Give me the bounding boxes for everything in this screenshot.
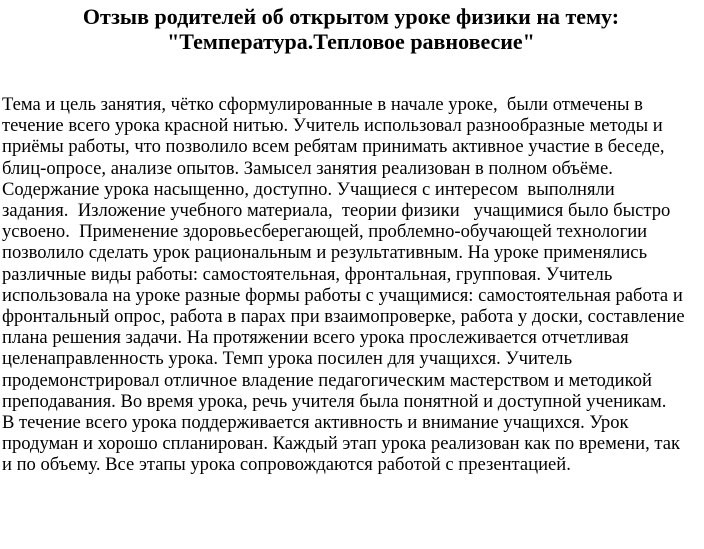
review-line-7: усвоено. Применение здоровьесберегающей, проблемно-обучающей технологии (2, 221, 648, 243)
review-line-11: фронтальный опрос, работа в парах при взаимопроверке, работа у доски, составление (2, 306, 685, 328)
review-line-13: целенаправленность урока. Темп урока посилен для учащихся. Учитель (2, 348, 573, 370)
review-body (2, 94, 700, 476)
document-title (2, 4, 700, 54)
review-line-9: различные виды работы: самостоятельная, фронтальная, групповая. Учитель (2, 263, 613, 285)
review-line-12: плана решения задачи. На протяжении всего урока прослеживается отчетливая (2, 327, 629, 349)
review-line-14: продемонстрировал отличное владение педагогическим мастерством и методикой (2, 369, 652, 391)
review-line-4: блиц-опросе, анализе опытов. Замысел занятия реализован в полном объёме. (2, 157, 613, 179)
review-line-5: Содержание урока насыщенно, доступно. Учащиеся с интересом выполняли (2, 178, 615, 200)
document-title-line-1: Отзыв родителей об открытом уроке физики на тему: (82, 4, 620, 29)
review-line-8: позволило сделать урок рациональным и результативным. На уроке применялись (2, 242, 648, 264)
review-line-15: преподавания. Во время урока, речь учителя была понятной и доступной ученикам. (2, 390, 667, 412)
review-line-2: течение всего урока красной нитью. Учитель использовал разнообразные методы и (2, 115, 663, 137)
review-line-18: и по объему. Все этапы урока сопровождаются работой с презентацией. (2, 454, 571, 476)
review-line-10: использовала на уроке разные формы работы с учащимися: самостоятельная работа и (2, 284, 683, 306)
review-line-16: В течение всего урока поддерживается активность и внимание учащихся. Урок (2, 412, 629, 434)
review-line-17: продуман и хорошо спланирован. Каждый этап урока реализован как по времени, так (2, 433, 681, 455)
review-line-6: задания. Изложение учебного материала, теории физики учащимися было быстро (2, 200, 671, 222)
document-title-line-2: "Температура.Тепловое равновесие" (167, 29, 535, 54)
review-line-1: Тема и цель занятия, чётко сформулированные в начале уроке, были отмечены в (2, 94, 643, 115)
review-line-3: приёмы работы, что позволило всем ребятам принимать активное участие в беседе, (2, 136, 665, 158)
